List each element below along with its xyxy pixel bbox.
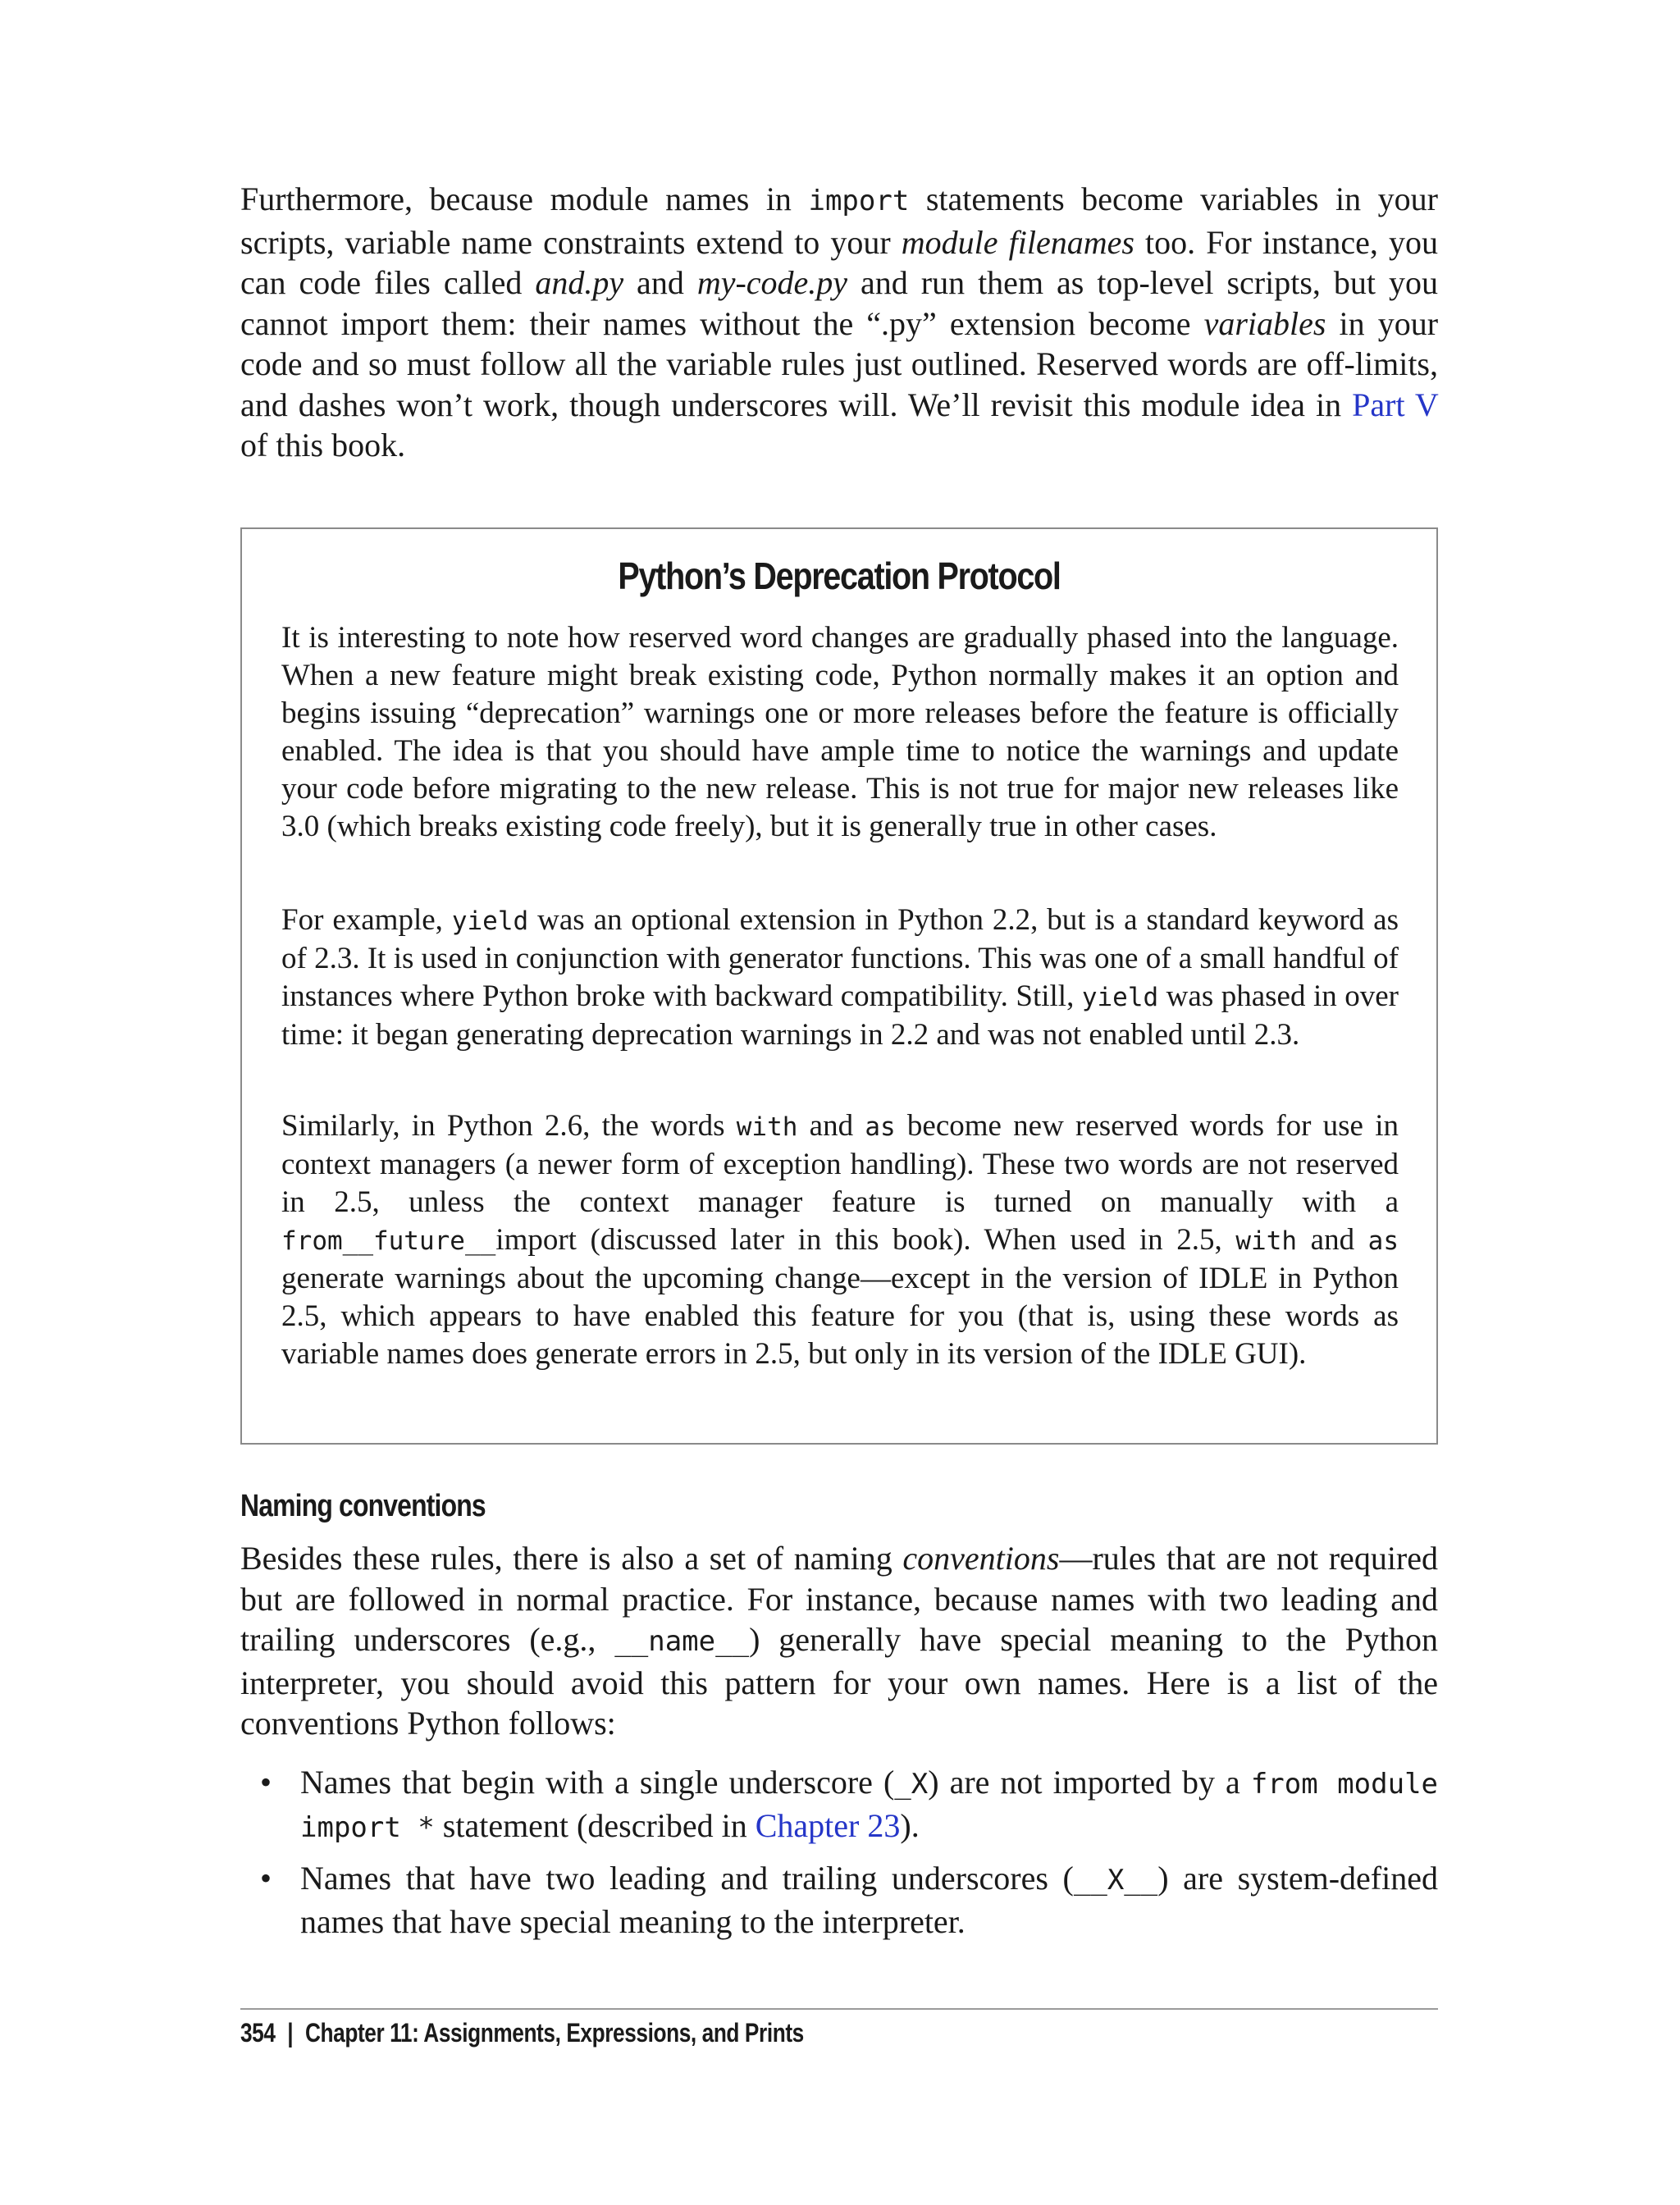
text-run: Names that have two leading and trailing underscores ( [300,1860,1074,1897]
deprecation-sidebar [240,527,1438,1445]
text-run: generate warnings about the upcoming change—except in the version of IDLE in Python 2.5, which appears to have enabled this feature for you (that is, using these words as variable names does generate errors in 2.5, but only in its version of the IDLE GUI). [281,1262,1399,1371]
page-footer [240,2018,804,2048]
inline-code: as [1367,1226,1399,1256]
sidebar-paragraph-3 [281,1107,1399,1373]
footer-separator: | [287,2018,294,2048]
inline-code: yield [451,906,529,936]
inline-code: __name__ [614,1625,750,1658]
inline-code: from module import * [300,1768,1439,1844]
inline-code: _X [894,1768,929,1801]
italic-text: my-code.py [696,264,848,301]
inline-code: yield [1081,983,1159,1012]
naming-paragraph [240,1538,1438,1744]
italic-text: variables [1203,304,1326,342]
text-run: —rules that are not required but are followed in normal practice. For instance, because names with two leading and trailing underscores (e.g., [240,1540,1438,1658]
text-run: was an optional extension in Python 2.2, but is a standard keyword as of 2.3. It is used in conjunction with generator functions. This was one of a small handful of instances where Python broke with backward compatibility. Still, [281,903,1399,1013]
text-run: Similarly, in Python 2.6, the words [281,1109,737,1143]
inline-code: import [808,185,910,217]
text-run: ) are not imported by a [928,1764,1251,1801]
text-run: and [1297,1223,1368,1257]
text-run: too. For instance, you can code files called [240,223,1438,301]
text-run: statements become variables in your scripts, variable name constraints extend to your [240,180,1438,261]
list-item [240,1858,1438,1942]
text-run: ). [900,1806,920,1844]
inline-code: with [736,1112,798,1142]
inline-code: with [1235,1226,1298,1256]
text-run: Names that begin with a single underscore ( [300,1764,895,1801]
text-run: and run them as top-level scripts, but you cannot import them: their names without the “.py” extension become [240,264,1439,342]
chapter-title: Chapter 11: Assignments, Expressions, and Prints [305,2018,804,2048]
text-run: For example, [281,903,452,937]
text-run: import (discussed later in this book). When used in 2.5, [495,1223,1236,1257]
text-run: was phased in over time: it began generating deprecation warnings in 2.2 and was not enabled until 2.3. [281,979,1399,1052]
inline-code: from__future__ [281,1226,496,1256]
text-run: ) generally have special meaning to the Python interpreter, you should avoid this pattern for your own names. Here is a list of the conventions Python follows: [240,1621,1439,1742]
sidebar-title: Python’s Deprecation Protocol [618,555,1061,597]
text-run: statement (described in [434,1806,756,1844]
page-number: 354 [240,2018,276,2048]
footer-rule [240,2008,1438,2010]
part-v-link[interactable]: Part V [1352,386,1438,423]
intro-paragraph [240,179,1438,466]
italic-text: and.py [535,264,624,301]
text-run: Besides these rules, there is also a set of naming [240,1540,903,1577]
chapter-23-link[interactable]: Chapter 23 [755,1806,901,1844]
sidebar-paragraph-2 [281,902,1399,1054]
inline-code: __X__ [1073,1864,1158,1897]
text-run: become new reserved words for use in context managers (a newer form of exception handling). These two words are not reserved in 2.5, unless the context manager feature is turned on manually with a [281,1109,1399,1219]
sidebar-paragraph-1: It is interesting to note how reserved word changes are gradually phased into the language. When a new feature might break existing code, Python normally makes it an option and begins issuing “deprecation” warnings one or more releases before the feature is officially enabled. The idea is that you should have ample time to notice the warnings and update your code before migrating to the new release. This is not true for major new releases like 3.0 (which breaks existing code freely), but it is generally true in other cases. [281,621,1399,843]
section-heading: Naming conventions [240,1489,486,1523]
text-run: and [797,1109,865,1143]
text-run: and [623,264,697,301]
list-item [240,1762,1438,1848]
italic-text: conventions [902,1540,1060,1577]
italic-text: module filenames [901,223,1134,261]
bullet-icon: • [260,1764,272,1801]
text-run: Furthermore, because module names in [240,180,809,217]
inline-code: as [865,1112,896,1142]
conventions-list [240,1762,1438,1952]
bullet-icon: • [260,1860,272,1897]
text-run: of this book. [240,427,406,463]
text-run: ) are system-defined names that have special meaning to the interpreter. [300,1860,1438,1940]
text-run: in your code and so must follow all the variable rules just outlined. Reserved words are off-limits, and dashes won’t work, though underscores will. We’ll revisit this module idea in [240,304,1439,423]
